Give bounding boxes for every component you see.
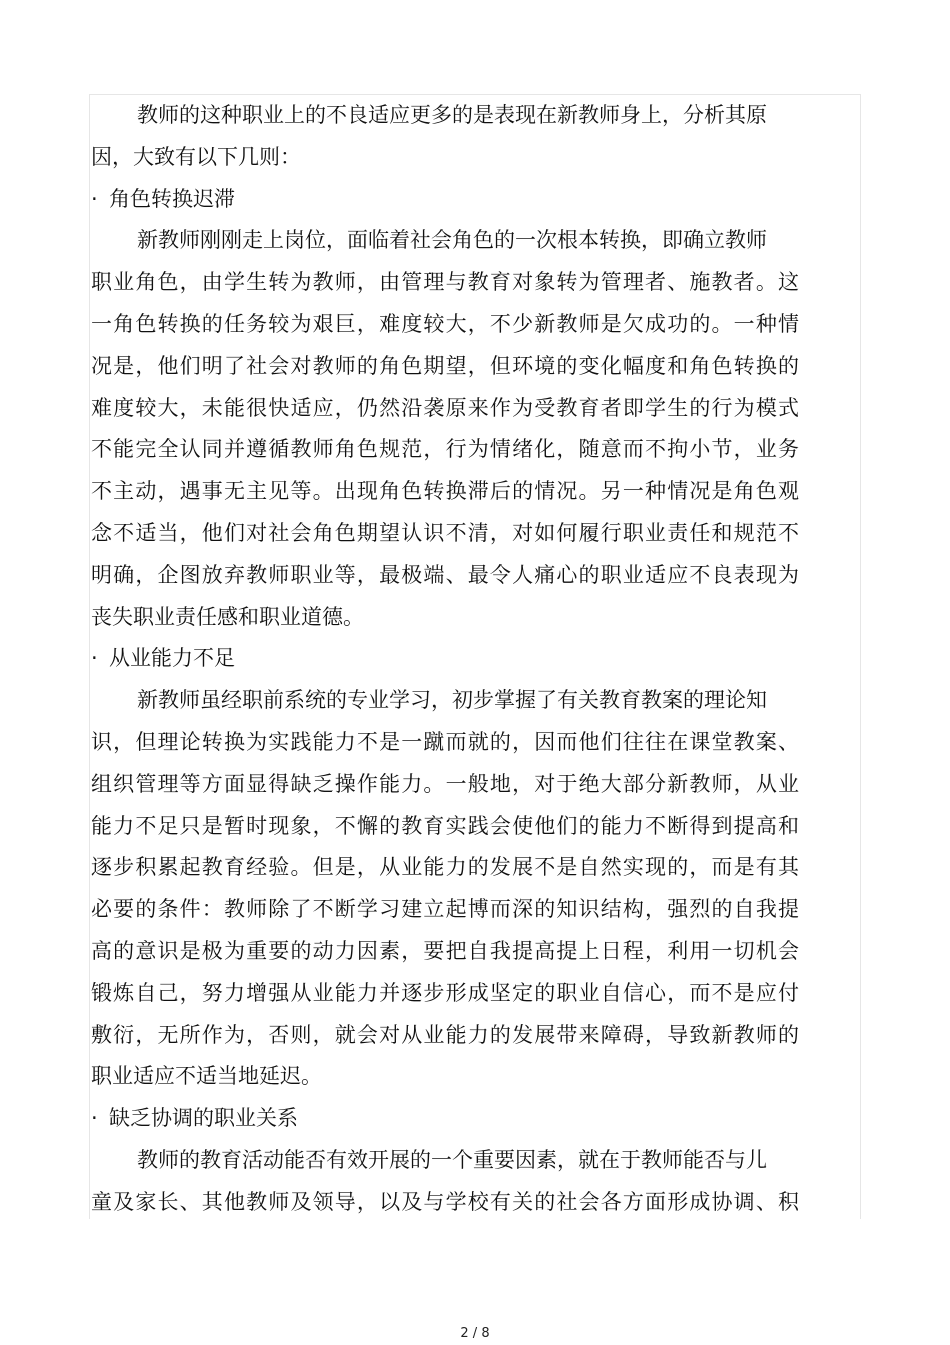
paragraph-line: 职业适应不适当地延迟。 (91, 1064, 322, 1089)
paragraph-line: 难度较大，未能很快适应，仍然沿袭原来作为受教育者即学生的行为模式 (91, 395, 799, 420)
section-heading-text: 缺乏协调的职业关系 (109, 1106, 298, 1131)
paragraph-line: 必要的条件：教师除了不断学习建立起博而深的知识结构，强烈的自我提 (91, 897, 799, 922)
page-number: 2 / 8 (460, 1326, 490, 1341)
section-heading (91, 179, 799, 221)
document-body (91, 95, 799, 1224)
bullet-icon: · (91, 186, 98, 211)
paragraph-line: 一角色转换的任务较为艰巨，难度较大，不少新教师是欠成功的。一种情 (91, 311, 799, 336)
paragraph-line: 不能完全认同并遵循教师角色规范，行为情绪化，随意而不拘小节，业务 (91, 437, 799, 462)
paragraph-first-line: 新教师虽经职前系统的专业学习，初步掌握了有关教育教案的理论知 (137, 688, 767, 713)
section-heading (91, 638, 799, 680)
paragraph-line: 能力不足只是暂时现象，不懈的教育实践会使他们的能力不断得到提高和 (91, 813, 799, 838)
paragraph-line: 丧失职业责任感和职业道德。 (91, 604, 364, 629)
paragraph-line: 因，大致有以下几则： (91, 144, 301, 169)
section-heading (91, 1098, 799, 1140)
paragraph-line: 况是，他们明了社会对教师的角色期望，但环境的变化幅度和角色转换的 (91, 353, 799, 378)
bullet-icon: · (91, 646, 98, 671)
bullet-icon: · (91, 1106, 98, 1131)
paragraph-line: 锻炼自己，努力增强从业能力并逐步形成坚定的职业自信心，而不是应付 (91, 980, 799, 1005)
paragraph-line: 组织管理等方面显得缺乏操作能力。一般地，对于绝大部分新教师，从业 (91, 771, 799, 796)
paragraph-first-line: 教师的这种职业上的不良适应更多的是表现在新教师身上，分析其原 (137, 103, 767, 127)
paragraph-line: 逐步积累起教育经验。但是，从业能力的发展不是自然实现的，而是有其 (91, 855, 799, 880)
paragraph-line: 明确，企图放弃教师职业等，最极端、最令人痛心的职业适应不良表现为 (91, 562, 799, 587)
paragraph-line: 不主动，遇事无主见等。出现角色转换滞后的情况。另一种情况是角色观 (91, 479, 799, 504)
paragraph-first-line: 新教师刚刚走上岗位，面临着社会角色的一次根本转换，即确立教师 (137, 228, 767, 253)
section-heading-text: 从业能力不足 (109, 646, 235, 671)
paragraph-line: 童及家长、其他教师及领导，以及与学校有关的社会各方面形成协调、积 (91, 1189, 799, 1214)
paragraph-line: 识，但理论转换为实践能力不是一蹴而就的，因而他们往往在课堂教案、 (91, 729, 799, 754)
paragraph-line: 高的意识是极为重要的动力因素，要把自我提高提上日程，利用一切机会 (91, 938, 799, 963)
paragraph-line: 敷衍，无所作为，否则，就会对从业能力的发展带来障碍，导致新教师的 (91, 1022, 799, 1047)
paragraph-line: 职业角色，由学生转为教师，由管理与教育对象转为管理者、施教者。这 (91, 270, 799, 295)
paragraph-first-line: 教师的教育活动能否有效开展的一个重要因素，就在于教师能否与儿 (137, 1147, 767, 1172)
paragraph-line: 念不适当，他们对社会角色期望认识不清，对如何履行职业责任和规范不 (91, 520, 799, 545)
section-heading-text: 角色转换迟滞 (109, 186, 235, 211)
